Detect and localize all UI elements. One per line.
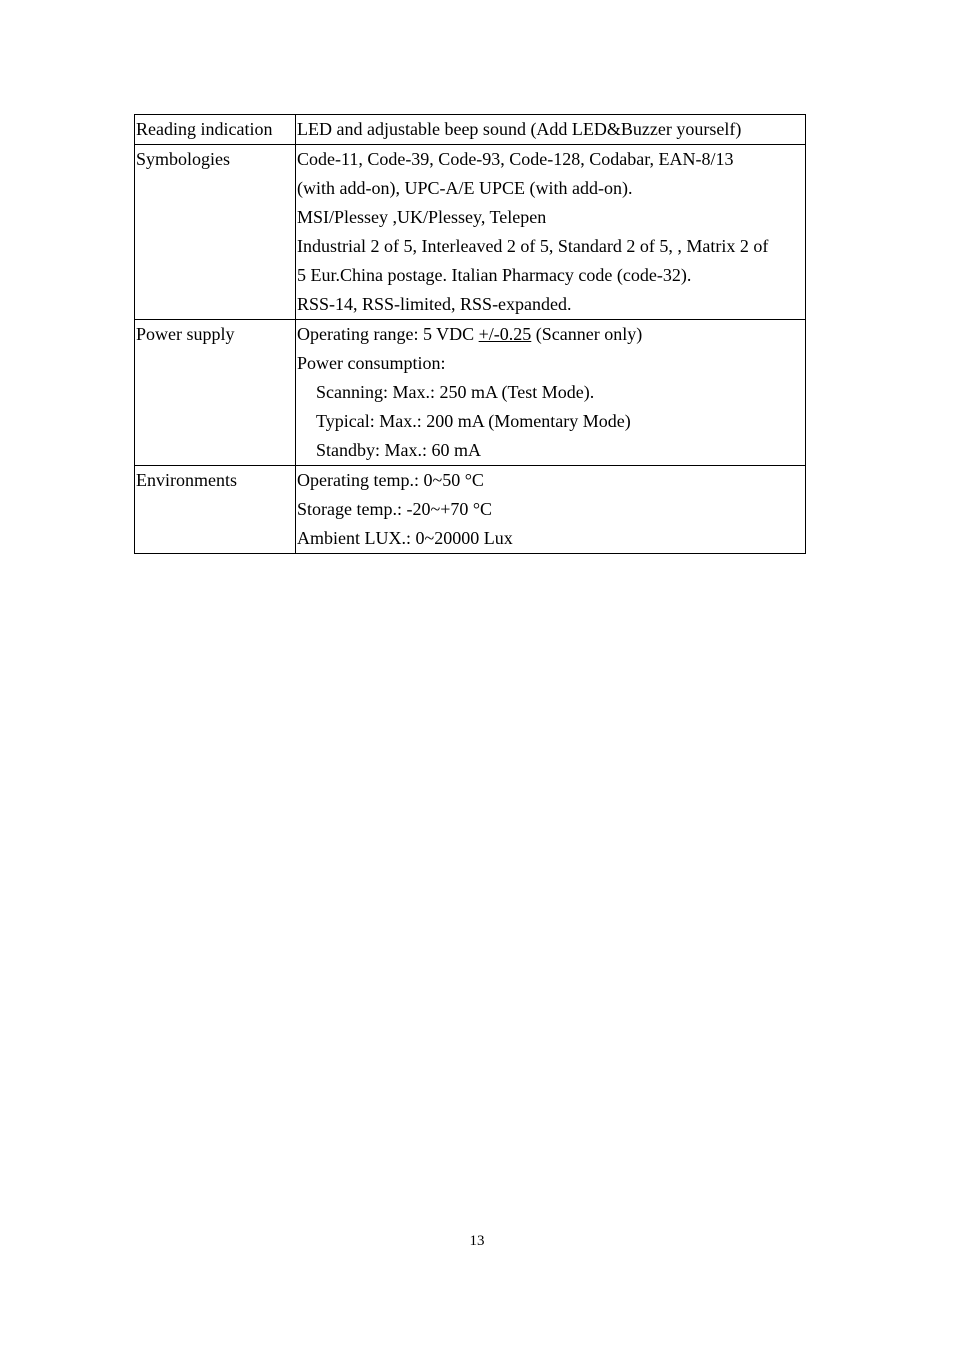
value-text: LED and adjustable beep sound (Add LED&Buzzer yourself) xyxy=(297,119,742,139)
label-power-supply xyxy=(135,320,296,466)
row-symbologies xyxy=(135,145,806,320)
symbology-line: 5 Eur.China postage. Italian Pharmacy code (code-32). xyxy=(297,265,692,285)
label-text: Environments xyxy=(136,470,237,490)
power-scanning: Scanning: Max.: 250 mA (Test Mode). xyxy=(316,382,595,402)
operating-range-prefix: Operating range: 5 VDC xyxy=(297,324,479,344)
label-text: Power supply xyxy=(136,324,235,344)
spec-table xyxy=(134,114,806,554)
row-environments xyxy=(135,466,806,554)
label-symbologies xyxy=(135,145,296,320)
value-environments xyxy=(296,466,806,554)
environment-line: Operating temp.: 0~50 °C xyxy=(297,470,484,490)
symbology-line: Industrial 2 of 5, Interleaved 2 of 5, Standard 2 of 5, , Matrix 2 of xyxy=(297,236,769,256)
operating-range-suffix: (Scanner only) xyxy=(531,324,643,344)
power-consumption-label: Power consumption: xyxy=(297,353,446,373)
symbology-line: RSS-14, RSS-limited, RSS-expanded. xyxy=(297,294,572,314)
page-number: 13 xyxy=(469,1233,485,1249)
power-standby: Standby: Max.: 60 mA xyxy=(316,440,481,460)
operating-range-line xyxy=(297,320,804,349)
label-text: Reading indication xyxy=(136,119,273,139)
value-symbologies xyxy=(296,145,806,320)
row-power-supply xyxy=(135,320,806,466)
symbology-line: Code-11, Code-39, Code-93, Code-128, Codabar, EAN-8/13 xyxy=(297,149,734,169)
value-power-supply xyxy=(296,320,806,466)
label-environments xyxy=(135,466,296,554)
environment-line: Storage temp.: -20~+70 °C xyxy=(297,499,493,519)
row-reading-indication xyxy=(135,115,806,145)
label-text: Symbologies xyxy=(136,149,231,169)
symbology-line: MSI/Plessey ,UK/Plessey, Telepen xyxy=(297,207,547,227)
voltage-tolerance: +/-0.25 xyxy=(478,324,532,344)
power-typical: Typical: Max.: 200 mA (Momentary Mode) xyxy=(316,411,631,431)
label-reading-indication xyxy=(135,115,296,145)
value-reading-indication xyxy=(296,115,806,145)
environment-line: Ambient LUX.: 0~20000 Lux xyxy=(297,528,513,548)
symbology-line: (with add-on), UPC-A/E UPCE (with add-on). xyxy=(297,178,633,198)
